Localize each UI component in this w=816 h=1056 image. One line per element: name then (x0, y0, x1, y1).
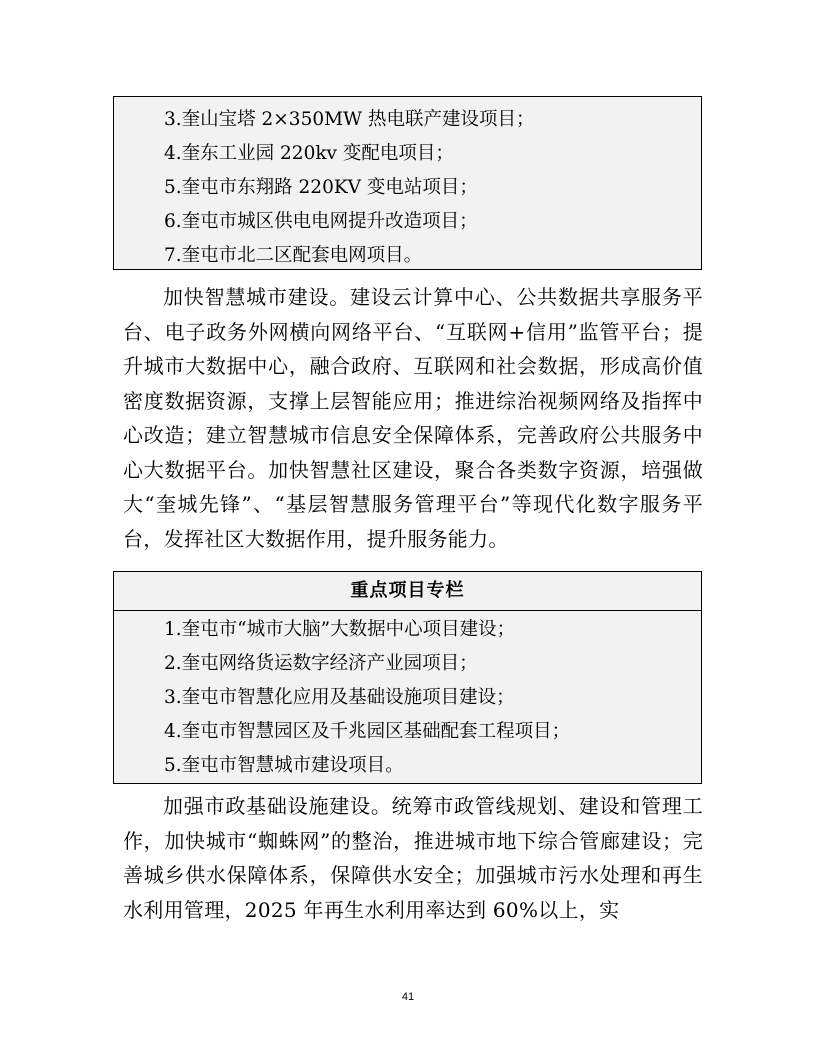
project-list (114, 611, 701, 783)
paragraph-municipal-infrastructure (123, 789, 703, 927)
list-item: 7.奎屯市北二区配套电网项目。 (164, 245, 423, 266)
project-list (114, 101, 701, 273)
paragraph-body: 建设云计算中心、公共数据共享服务平台、电子政务外网横向网络平台、“互联网+信用”监管平台；提升城市大数据中心，融合政府、互联网和社会数据，形成高价值密度数据资源，支撑上层智能应用；推进综治视频网络及指挥中心改造；建立智慧城市信息安全保障体系，完善政府公共服务中心大数据平台。加快智慧社区建设，聚合各类数字资源，培强做大“奎城先锋”、“基层智慧服务管理平台”等现代化数字服务平台，发挥社区大数据作用，提升服务能力。 (123, 285, 704, 551)
paragraph-smart-city (123, 280, 703, 556)
project-box-key-projects (113, 571, 702, 784)
project-box-power (113, 96, 702, 270)
list-item: 6.奎屯市城区供电电网提升改造项目； (164, 211, 478, 232)
list-item: 4.奎屯市智慧园区及千兆园区基础配套工程项目； (164, 721, 571, 742)
list-item: 3.奎山宝塔 2×350MW 热电联产建设项目； (164, 109, 535, 130)
box-title: 重点项目专栏 (114, 572, 701, 611)
list-item: 2.奎屯网络货运数字经济产业园项目； (164, 653, 478, 674)
paragraph-lead: 加快智慧城市建设。 (163, 285, 351, 309)
paragraph-lead: 加强市政基础设施建设。 (163, 794, 392, 818)
list-item: 5.奎屯市东翔路 220KV 变电站项目； (164, 177, 478, 198)
list-item: 4.奎东工业园 220kv 变配电项目； (164, 143, 454, 164)
list-item: 3.奎屯市智慧化应用及基础设施项目建设； (164, 687, 515, 708)
list-item: 5.奎屯市智慧城市建设项目。 (164, 755, 404, 776)
page-number: 41 (401, 991, 415, 1003)
paragraph-body: 统筹市政管线规划、建设和管理工作，加快城市“蜘蛛网”的整治，推进城市地下综合管廊建设；完善城乡供水保障体系，保障供水安全；加强城市污水处理和再生水利用管理，2025 年再生水利用率达到 60%以上，实 (123, 794, 703, 922)
list-item: 1.奎屯市“城市大脑”大数据中心项目建设； (164, 619, 516, 640)
